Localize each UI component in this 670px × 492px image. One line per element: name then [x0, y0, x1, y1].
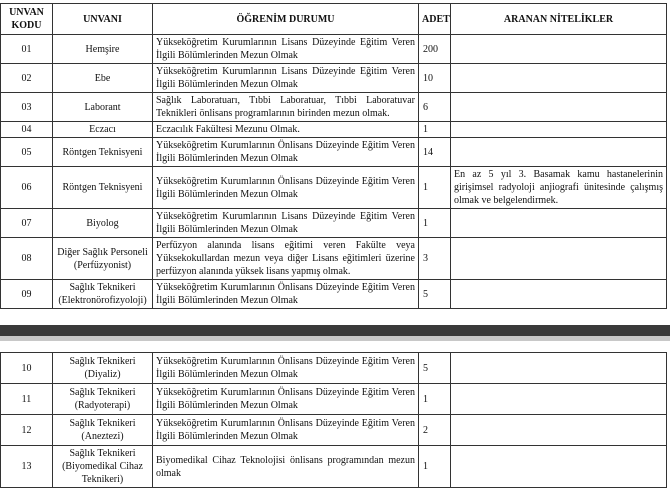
- row-count: 1: [419, 122, 451, 138]
- table-row: [1, 35, 667, 64]
- row-count: 14: [419, 138, 451, 167]
- row-education: Sağlık Laboratuarı, Tıbbi Laboratuar, Tıbbi Laboratuvar Teknikleri önlisans programlarının birinden mezun olmak.: [153, 93, 419, 122]
- row-requirements: [451, 93, 667, 122]
- row-code: 13: [1, 446, 53, 488]
- row-count: 5: [419, 280, 451, 309]
- row-code: 06: [1, 167, 53, 209]
- table-row: [1, 415, 667, 446]
- row-count: 1: [419, 446, 451, 488]
- row-education: Yükseköğretim Kurumlarının Lisans Düzeyinde Eğitim Veren İlgili Bölümlerinden Mezun Olmak: [153, 209, 419, 238]
- row-count: 5: [419, 353, 451, 384]
- row-count: 3: [419, 238, 451, 280]
- row-title: Sağlık Teknikeri (Biyomedikal Cihaz Teknikeri): [53, 446, 153, 488]
- table-row: [1, 209, 667, 238]
- row-requirements: [451, 384, 667, 415]
- row-title: Sağlık Teknikeri (Diyaliz): [53, 353, 153, 384]
- row-title: Röntgen Teknisyeni: [53, 167, 153, 209]
- row-count: 10: [419, 64, 451, 93]
- row-education: Yükseköğretim Kurumlarının Lisans Düzeyinde Eğitim Veren İlgili Bölümlerinden Mezun Olmak: [153, 35, 419, 64]
- table-row: [1, 446, 667, 488]
- row-code: 05: [1, 138, 53, 167]
- row-requirements: [451, 64, 667, 93]
- row-title: Ebe: [53, 64, 153, 93]
- row-code: 01: [1, 35, 53, 64]
- table-row: [1, 280, 667, 309]
- page-divider: [0, 325, 670, 336]
- row-requirements: [451, 446, 667, 488]
- row-education: Yükseköğretim Kurumlarının Önlisans Düzeyinde Eğitim Veren İlgili Bölümlerinden Mezun Olmak: [153, 353, 419, 384]
- row-count: 2: [419, 415, 451, 446]
- page-divider-shadow: [0, 336, 670, 341]
- row-code: 07: [1, 209, 53, 238]
- row-title: Biyolog: [53, 209, 153, 238]
- row-count: 1: [419, 167, 451, 209]
- row-education: Yükseköğretim Kurumlarının Önlisans Düzeyinde Eğitim Veren İlgili Bölümlerinden Mezun Olmak: [153, 384, 419, 415]
- row-title: Eczacı: [53, 122, 153, 138]
- row-code: 03: [1, 93, 53, 122]
- row-title: Diğer Sağlık Personeli (Perfüzyonist): [53, 238, 153, 280]
- table-row: [1, 122, 667, 138]
- table-row: [1, 138, 667, 167]
- header-title: UNVANI: [53, 4, 153, 35]
- row-education: Yükseköğretim Kurumlarının Önlisans Düzeyinde Eğitim Veren İlgili Bölümlerinden Mezun Olmak: [153, 415, 419, 446]
- header-code: UNVAN KODU: [1, 4, 53, 35]
- table-row: [1, 238, 667, 280]
- row-title: Sağlık Teknikeri (Radyoterapi): [53, 384, 153, 415]
- row-code: 10: [1, 353, 53, 384]
- row-requirements: [451, 238, 667, 280]
- positions-table-top: [0, 3, 667, 309]
- row-code: 08: [1, 238, 53, 280]
- row-code: 02: [1, 64, 53, 93]
- row-education: Biyomedikal Cihaz Teknolojisi önlisans programından mezun olmak: [153, 446, 419, 488]
- header-count: ADET: [419, 4, 451, 35]
- positions-table-bottom: [0, 352, 667, 488]
- row-code: 04: [1, 122, 53, 138]
- row-count: 1: [419, 384, 451, 415]
- row-title: Laborant: [53, 93, 153, 122]
- row-code: 09: [1, 280, 53, 309]
- row-education: Yükseköğretim Kurumlarının Önlisans Düzeyinde Eğitim Veren İlgili Bölümlerinden Mezun Olmak: [153, 280, 419, 309]
- row-count: 1: [419, 209, 451, 238]
- row-title: Röntgen Teknisyeni: [53, 138, 153, 167]
- row-requirements: [451, 415, 667, 446]
- row-requirements: En az 5 yıl 3. Basamak kamu hastanelerinin girişimsel radyoloji anjiografi ünitesinde çalışmış olmak ve belgelendirmek.: [451, 167, 667, 209]
- row-title: Sağlık Teknikeri (Aneztezi): [53, 415, 153, 446]
- table-row: [1, 93, 667, 122]
- row-code: 12: [1, 415, 53, 446]
- row-requirements: [451, 209, 667, 238]
- row-title: Sağlık Teknikeri (Elektronörofizyoloji): [53, 280, 153, 309]
- row-count: 200: [419, 35, 451, 64]
- row-title: Hemşire: [53, 35, 153, 64]
- row-requirements: [451, 35, 667, 64]
- row-education: Eczacılık Fakültesi Mezunu Olmak.: [153, 122, 419, 138]
- row-education: Yükseköğretim Kurumlarının Önlisans Düzeyinde Eğitim Veren İlgili Bölümlerinden Mezun Olmak: [153, 138, 419, 167]
- header-requirements: ARANAN NİTELİKLER: [451, 4, 667, 35]
- table-header-row: [1, 4, 667, 35]
- table-row: [1, 64, 667, 93]
- header-education: ÖĞRENİM DURUMU: [153, 4, 419, 35]
- row-requirements: [451, 122, 667, 138]
- row-education: Yükseköğretim Kurumlarının Lisans Düzeyinde Eğitim Veren İlgili Bölümlerinden Mezun Olmak: [153, 64, 419, 93]
- row-count: 6: [419, 93, 451, 122]
- row-requirements: [451, 280, 667, 309]
- row-education: Perfüzyon alanında lisans eğitimi veren Fakülte veya Yüksekokullardan mezun veya diğer Lisans eğitimleri üzerine perfüzyon alanında yüksek lisans yapmış olmak.: [153, 238, 419, 280]
- row-requirements: [451, 138, 667, 167]
- table-row: [1, 384, 667, 415]
- table-row: [1, 353, 667, 384]
- row-code: 11: [1, 384, 53, 415]
- table-row: [1, 167, 667, 209]
- row-requirements: [451, 353, 667, 384]
- row-education: Yükseköğretim Kurumlarının Önlisans Düzeyinde Eğitim Veren İlgili Bölümlerinden Mezun Olmak: [153, 167, 419, 209]
